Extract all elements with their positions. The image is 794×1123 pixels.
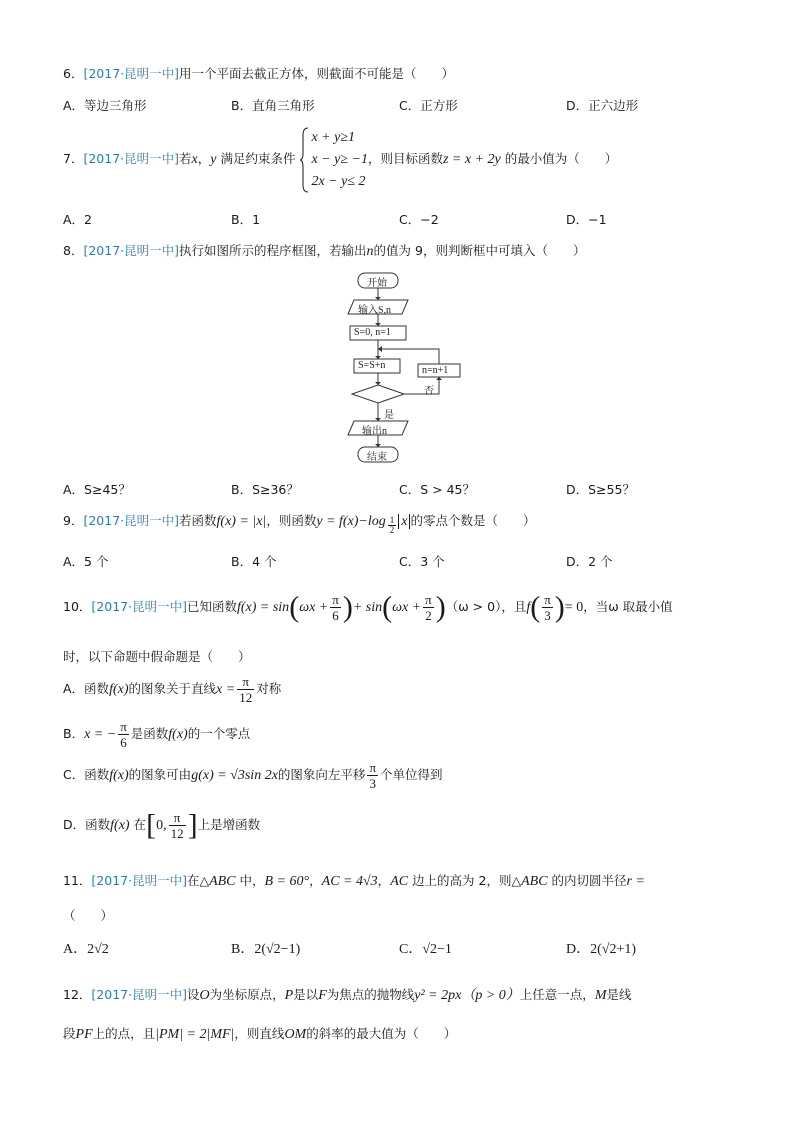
q10d-den: 12 <box>170 826 184 841</box>
q10-f-pi3: f <box>526 600 531 615</box>
q10c-mid2: 的图象向左平移 <box>277 767 366 782</box>
q10b-post: 的一个零点 <box>187 726 251 741</box>
q10-p6-num: π <box>332 592 339 607</box>
q10-pi-over-3 <box>542 592 553 623</box>
q12-o: O <box>199 988 210 1003</box>
q8-number: 8． <box>63 243 84 258</box>
q9-options <box>63 553 723 571</box>
q9-abs-x: x <box>398 514 410 529</box>
q11-abc2: ABC <box>521 874 548 889</box>
q10-paren-close: ) <box>342 590 353 624</box>
q10-option-a <box>63 672 281 707</box>
q10c-pre: C．函数 <box>63 767 110 782</box>
q10d-bracket-open: [ <box>146 808 157 842</box>
q10-tail: ，当ω 取最小值 <box>583 599 673 614</box>
q12-rel: |PM| = 2|MF| <box>155 1027 235 1042</box>
q12-l2d: 的斜率的最大值为（ ） <box>306 1026 457 1041</box>
q10d-pre: D．函数 <box>63 817 111 832</box>
q9-func-f: f(x) = |x| <box>216 514 267 529</box>
flow-input-label: 输入S,n <box>358 305 392 316</box>
q10-func-f: f(x) = sin <box>236 600 290 615</box>
q11-t5: 的内切圆半径 <box>547 873 627 888</box>
q6-source: [2017·昆明一中] <box>83 66 179 81</box>
q10-paren-open-3: ( <box>530 590 541 624</box>
q12-p: P <box>284 988 294 1003</box>
q10-number: 10． <box>63 599 92 614</box>
q10-paren-close-3: ) <box>554 590 565 624</box>
q10-pi-over-6 <box>330 592 341 623</box>
q7-objective: z = x + 2y <box>442 152 501 167</box>
q6-option-d: D．正六边形 <box>566 98 639 113</box>
q9-number: 9． <box>63 513 84 528</box>
q9-option-a: A．5 个 <box>63 554 109 569</box>
q10a-mid: 的图象关于直线 <box>128 681 217 696</box>
q10-p3-num: π <box>544 592 551 607</box>
q10-pi-over-2 <box>423 592 434 623</box>
q11-ac: AC = 4√3 <box>321 874 378 889</box>
q10c-g: g(x) = √3sin 2x <box>191 768 278 783</box>
q8-option-b: B．S≥36？ <box>231 482 299 497</box>
q9-option-b: B．4 个 <box>231 554 277 569</box>
q10c-f: f(x) <box>109 768 129 783</box>
q6-option-a: A．等边三角形 <box>63 98 147 113</box>
q8-option-c: C．S > 45？ <box>399 482 475 497</box>
q10-eq0: = 0 <box>564 600 584 615</box>
q10d-mid: 在 <box>129 817 147 832</box>
q11-t4: 边上的高为 2，则△ <box>408 873 522 888</box>
flow-no-label: 否 <box>424 386 434 397</box>
q12-pf: PF <box>75 1027 93 1042</box>
q10a-den: 12 <box>239 690 253 705</box>
q10-paren-open-2: ( <box>382 590 393 624</box>
q6-number: 6． <box>63 66 84 81</box>
flow-end-label: 结束 <box>367 452 387 463</box>
flow-yes-label: 是 <box>384 410 394 421</box>
q10c-den: 3 <box>369 776 376 791</box>
q10b-f: f(x) <box>168 727 188 742</box>
q10-option-d <box>63 807 260 844</box>
q7-option-c: C．−2 <box>399 212 439 227</box>
q10a-pre: A．函数 <box>63 681 110 696</box>
left-brace-icon <box>299 127 309 193</box>
q9-base-num: 1 <box>389 515 395 525</box>
q10d-f: f(x) <box>110 818 130 833</box>
q11-option-b: B．2(√2−1) <box>231 942 301 957</box>
q10b-mid: 是函数 <box>130 726 169 741</box>
q7-var-y: y <box>210 152 217 167</box>
q9-base-den: 2 <box>389 525 395 535</box>
q6-stem <box>63 65 454 83</box>
q12-t5: 是线 <box>606 987 632 1002</box>
q11-options <box>63 941 723 959</box>
q6-option-b: B．直角三角形 <box>231 98 315 113</box>
q11-option-a: A．2√2 <box>63 942 109 957</box>
q8-source: [2017·昆明一中] <box>83 243 179 258</box>
q10-plus-sin: + sin <box>352 600 383 615</box>
q10a-post: 对称 <box>256 681 282 696</box>
q11-t1: 中， <box>235 873 265 888</box>
q6-options <box>63 97 723 115</box>
q10b-xeq: x = − <box>84 727 117 742</box>
q7-constraint-2: x − y≥ −1 <box>311 151 368 167</box>
q9-text-post: 的零点个数是（ ） <box>410 513 536 528</box>
q10-p6-den: 6 <box>332 608 339 623</box>
q8-stem <box>63 242 585 261</box>
q7-text-post1: ，则目标函数 <box>367 151 443 166</box>
q9-option-d: D．2 个 <box>566 554 613 569</box>
q7-text-mid: 满足约束条件 <box>216 151 296 166</box>
q12-line2 <box>63 1025 456 1044</box>
q10-cond: （ω > 0），且 <box>445 599 527 614</box>
q11-t3: ， <box>377 873 391 888</box>
q10a-num: π <box>237 674 254 690</box>
q9-log-base <box>388 516 397 535</box>
q7-constraint-system <box>299 127 368 193</box>
q10-option-c <box>63 758 443 793</box>
q11-r: r = <box>626 874 645 889</box>
q12-source: [2017·昆明一中] <box>91 987 187 1002</box>
q12-om: OM <box>284 1027 307 1042</box>
q10b-frac <box>118 719 129 750</box>
q8-options <box>63 481 723 499</box>
q7-stem <box>63 126 617 192</box>
q10a-f: f(x) <box>109 682 129 697</box>
q12-m: M <box>594 988 607 1003</box>
q8-flowchart <box>340 268 464 468</box>
q11-number: 11． <box>63 873 92 888</box>
flow-start-label: 开始 <box>367 278 387 289</box>
q7-option-a: A．2 <box>63 212 93 227</box>
q7-option-b: B．1 <box>231 212 261 227</box>
q11-stem <box>63 872 645 891</box>
q11-option-d: D．2(√2+1) <box>566 942 637 957</box>
q12-l2c: ，则直线 <box>234 1026 285 1041</box>
flow-init-label: S=0, n=1 <box>354 327 391 338</box>
q10-stem <box>63 589 673 625</box>
q11-source: [2017·昆明一中] <box>91 873 187 888</box>
q8-option-a: A．S≥45？ <box>63 482 131 497</box>
q10-paren-open: ( <box>289 590 300 624</box>
q10c-num: π <box>369 760 377 775</box>
q10c-post: 个单位得到 <box>380 767 443 782</box>
q12-l2b: 上的点，且 <box>92 1026 156 1041</box>
q12-f: F <box>318 988 327 1003</box>
q8-option-d: D．S≥55？ <box>566 482 635 497</box>
q12-t2: 是以 <box>293 987 319 1002</box>
q8-var-n: n <box>366 244 374 259</box>
q10d-lb: 0, <box>156 818 167 833</box>
q9-source: [2017·昆明一中] <box>83 513 179 528</box>
q7-constraint-1: x + y≥1 <box>311 129 355 145</box>
q10a-xeq: x = <box>216 682 236 697</box>
q10-paren-close-2: ) <box>435 590 446 624</box>
q11-abc: ABC <box>209 874 236 889</box>
q10-arg2: ωx + <box>392 600 422 615</box>
q9-text-mid: ，则函数 <box>266 513 317 528</box>
q10-arg1: ωx + <box>299 600 329 615</box>
q7-number: 7． <box>63 151 84 166</box>
q10-option-b <box>63 717 250 752</box>
flow-incr-label: n=n+1 <box>422 365 449 376</box>
q10d-bracket-close: ] <box>187 808 198 842</box>
q12-cond: （p > 0） <box>461 988 520 1003</box>
q7-var-x: x <box>191 152 198 167</box>
q12-t3: 为焦点的抛物线 <box>326 987 415 1002</box>
q10b-den: 6 <box>120 735 127 750</box>
q10c-frac <box>367 760 378 791</box>
q11-pre: 在△ <box>186 873 210 888</box>
q9-stem <box>63 507 536 536</box>
q9-text-pre: 若函数 <box>179 513 217 528</box>
q10b-pre: B． <box>63 726 85 741</box>
q12-stem <box>63 986 632 1005</box>
q10-p2-den: 2 <box>425 608 432 623</box>
q11-line2: （ ） <box>63 908 114 923</box>
q10d-frac <box>169 810 186 841</box>
q6-text: 用一个平面去截正方体，则截面不可能是（ ） <box>179 66 455 81</box>
flow-update-label: S=S+n <box>358 360 386 371</box>
q9-func-y: y = f(x)−log <box>316 514 386 529</box>
q10-text-pre: 已知函数 <box>186 599 237 614</box>
q12-t4: 上任意一点， <box>519 987 595 1002</box>
q10d-post: 上是增函数 <box>197 817 261 832</box>
q7-options <box>63 211 723 229</box>
q10-line2: 时，以下命题中假命题是（ ） <box>63 649 251 664</box>
q12-l2a: 段 <box>63 1026 76 1041</box>
q10b-num: π <box>120 719 127 734</box>
q11-ac2: AC <box>390 874 409 889</box>
q9-option-c: C．3 个 <box>399 554 445 569</box>
q10d-num: π <box>169 810 186 826</box>
q7-text-post2: 的最小值为（ ） <box>500 151 618 166</box>
q10c-mid: 的图象可由 <box>128 767 192 782</box>
q6-option-c: C．正方形 <box>399 98 458 113</box>
q10-source: [2017·昆明一中] <box>91 599 187 614</box>
q7-source: [2017·昆明一中] <box>83 151 179 166</box>
q7-constraint-3: 2x − y≤ 2 <box>311 173 366 189</box>
q10a-frac <box>237 674 254 705</box>
q11-angle-b: B = 60° <box>264 874 310 889</box>
q11-option-c: C．√2−1 <box>399 942 452 957</box>
flow-decision-shape <box>352 385 404 403</box>
q12-number: 12． <box>63 987 92 1002</box>
q10-p2-num: π <box>425 592 432 607</box>
q11-t2: ， <box>309 873 322 888</box>
q7-sep: ， <box>197 151 211 166</box>
q10-p3-den: 3 <box>544 608 551 623</box>
q12-t1: 为坐标原点， <box>209 987 285 1002</box>
q12-eq: y² = 2px <box>414 988 462 1003</box>
q12-pre: 设 <box>186 987 200 1002</box>
q7-option-d: D．−1 <box>566 212 607 227</box>
flow-output-label: 输出n <box>362 426 387 437</box>
q8-text-post: 的值为 9，则判断框中可填入（ ） <box>373 243 586 258</box>
q7-text-pre: 若 <box>179 151 192 166</box>
q8-text-pre: 执行如图所示的程序框图，若输出 <box>179 243 367 258</box>
